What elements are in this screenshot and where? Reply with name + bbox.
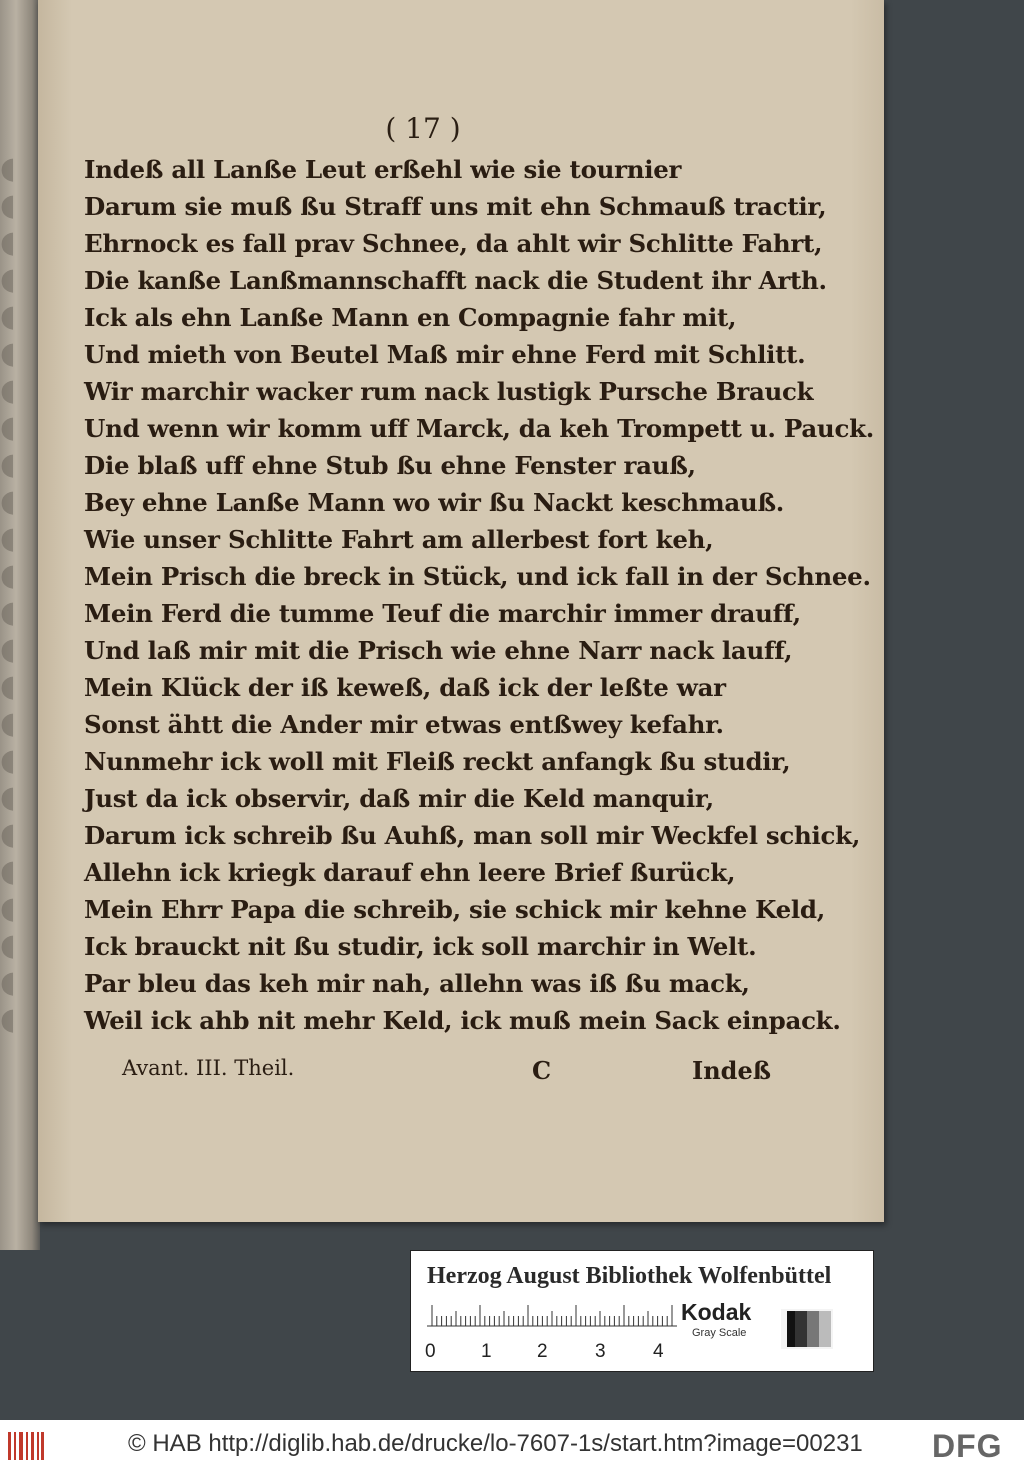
verse-line: Indeß all Lanße Leut erßehl wie sie tournier [84,155,682,184]
page-footer [122,1056,772,1092]
verse-line: Die blaß uff ehne Stub ßu ehne Fenster rauß, [84,451,696,480]
ruler-number: 0 [425,1341,436,1362]
ruler-number: 1 [481,1341,492,1362]
library-name: Herzog August Bibliothek Wolfenbüttel [427,1263,832,1289]
signature-line: Avant. III. Theil. [122,1056,295,1080]
verse-line: Und laß mir mit die Prisch wie ehne Narr nack lauff, [84,636,793,665]
kodak-logo-text: Kodak [681,1299,752,1325]
book-page [38,0,884,1222]
sheet-mark: C [532,1056,552,1085]
verse-line: Die kanße Lanßmannschafft nack die Student ihr Arth. [84,266,827,295]
verse-line: Wie unser Schlitte Fahrt am allerbest fort keh, [84,525,714,554]
verse-line: Ehrnock es fall prav Schnee, da ahlt wir Schlitte Fahrt, [84,229,823,258]
verse-line: Sonst ähtt die Ander mir etwas entßwey kefahr. [84,710,724,739]
dfg-logo: DFG [932,1428,1003,1464]
ruler-number: 4 [653,1341,664,1362]
verse-text [84,151,874,1039]
verse-line: Und mieth von Beutel Maß mir ehne Ferd mit Schlitt. [84,340,806,369]
verse-line: Allehn ick kriegk darauf ehn leere Brief ßurück, [84,858,736,887]
page-number: ( 17 ) [385,112,461,145]
verse-line: Nunmehr ick woll mit Fleiß reckt anfangk ßu studir, [84,747,791,776]
catchword: Indeß [692,1056,771,1085]
verse-line: Ick als ehn Lanße Mann en Compagnie fahr mit, [84,303,737,332]
permalink-credit[interactable]: © HAB http://diglib.hab.de/drucke/lo-7607-1s/start.htm?image=00231 [128,1430,863,1457]
library-color-card [410,1250,874,1372]
ruler-scale [427,1303,677,1327]
ruler-number: 3 [595,1341,606,1362]
viewer-footer-bar [0,1420,1024,1472]
verse-line: Mein Ferd die tumme Teuf die marchir immer drauff, [84,599,801,628]
barcode-icon [6,1428,46,1464]
verse-line: Ick brauckt nit ßu studir, ick soll marchir in Welt. [84,932,757,961]
verse-line: Just da ick observir, daß mir die Keld manquir, [84,784,714,813]
facing-page-edge: ◖ ◖ ◖ ◖ ◖ ◖ ◖ ◖ ◖ ◖ ◖ ◖ ◖ ◖ ◖ ◖ ◖ ◖ ◖ ◖ ◖ ◖ ◖ ◖ [0,151,16,1037]
gray-scale-label: Gray Scale [692,1327,747,1339]
verse-line: Mein Prisch die breck in Stück, und ick fall in der Schnee. [84,562,871,591]
verse-line: Darum sie muß ßu Straff uns mit ehn Schmauß tractir, [84,192,827,221]
verse-line: Und wenn wir komm uff Marck, da keh Trompett u. Pauck. [84,414,874,443]
verse-line: Weil ick ahb nit mehr Keld, ick muß mein Sack einpack. [84,1006,841,1035]
verse-line: Mein Klück der iß keweß, daß ick der leßte war [84,673,726,702]
verse-line: Par bleu das keh mir nah, allehn was iß ßu mack, [84,969,750,998]
ruler-number: 2 [537,1341,548,1362]
verse-line: Darum ick schreib ßu Auhß, man soll mir Weckfel schick, [84,821,861,850]
verse-line: Wir marchir wacker rum nack lustigk Pursche Brauck [84,377,814,406]
gray-scale-patch-icon [781,1309,833,1349]
verse-line: Bey ehne Lanße Mann wo wir ßu Nackt keschmauß. [84,488,784,517]
verse-line: Mein Ehrr Papa die schreib, sie schick mir kehne Keld, [84,895,825,924]
